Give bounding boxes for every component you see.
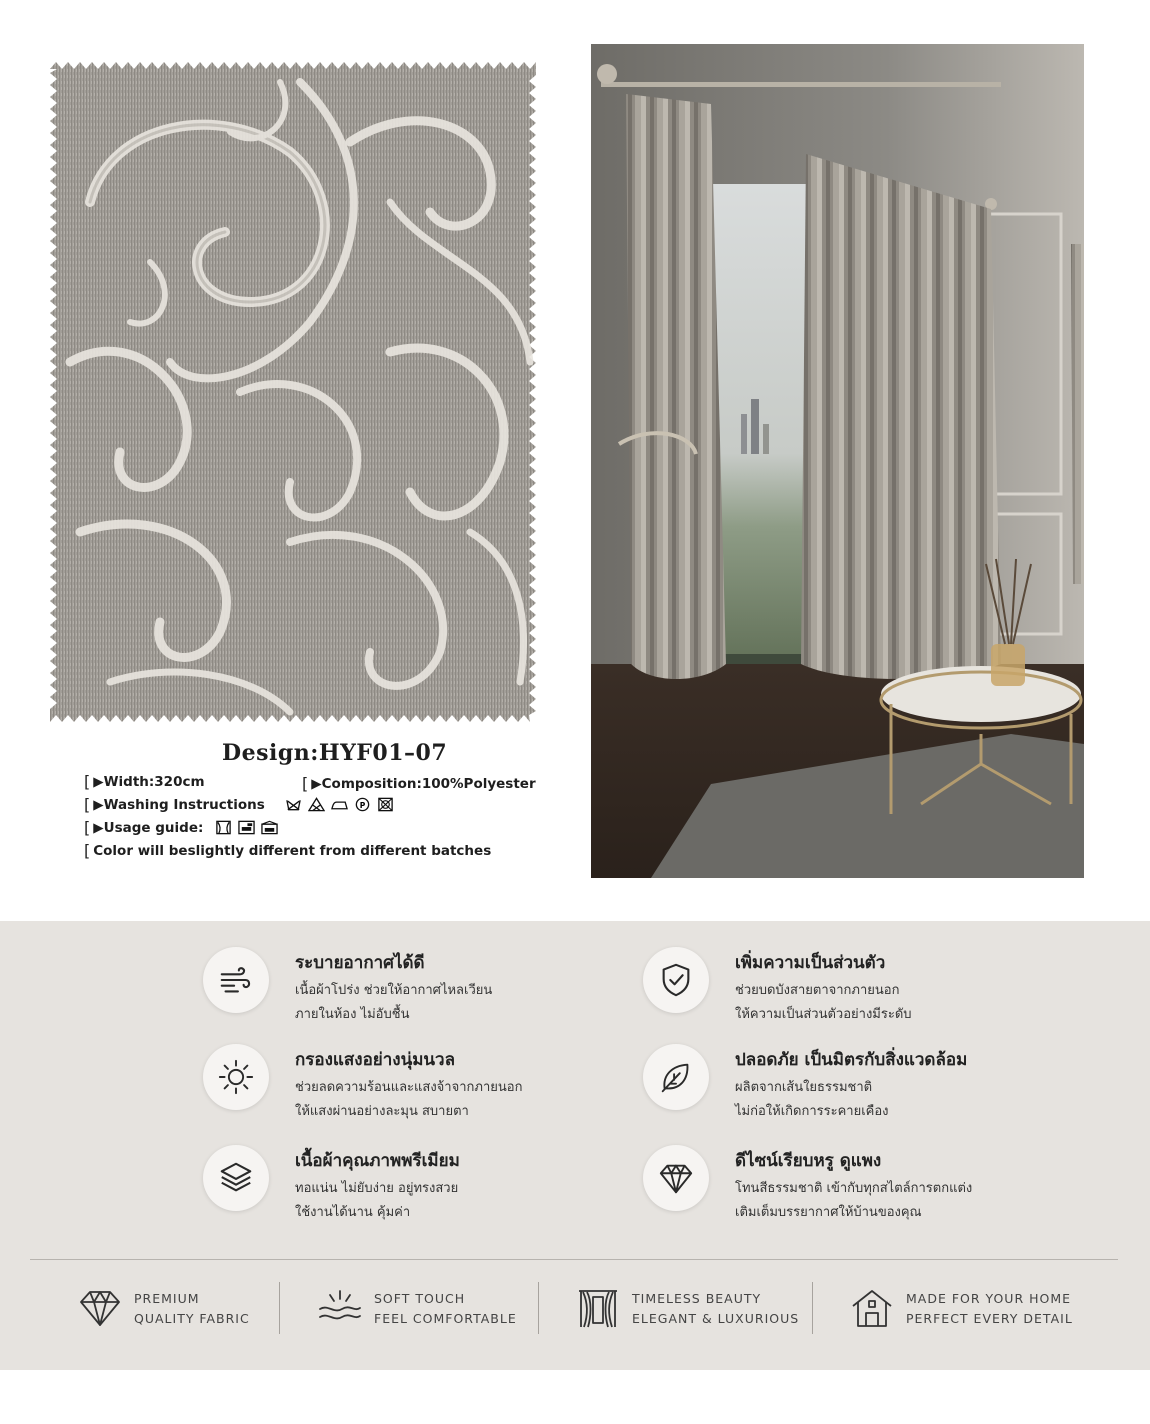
feature-premium-fabric [203, 1145, 583, 1225]
spec-usage: [ ▶Usage guide: [84, 818, 278, 837]
feature-title: ดีไซน์เรียบหรู ดูแพง [735, 1151, 882, 1171]
features-section [0, 921, 1150, 1370]
sun-icon [203, 1044, 269, 1110]
room-curtain-photo [591, 44, 1084, 878]
feature-eco-safe [643, 1044, 1023, 1124]
living-room-icon [261, 820, 278, 835]
curtain-window-icon [576, 1287, 620, 1329]
badge-line: FEEL COMFORTABLE [374, 1311, 517, 1326]
feature-breathable [203, 947, 583, 1027]
diamond-icon [78, 1287, 122, 1329]
iron-icon [331, 797, 348, 812]
feature-privacy [643, 947, 1023, 1027]
feature-desc: เนื้อผ้าโปร่ง ช่วยให้อากาศไหลเวียน [295, 983, 493, 998]
badge-line: MADE FOR YOUR HOME [906, 1291, 1072, 1306]
badge-line: QUALITY FABRIC [134, 1311, 250, 1326]
badge-separator [812, 1282, 813, 1334]
window-curtain-icon [215, 820, 232, 835]
badge-separator [538, 1282, 539, 1334]
svg-text:P: P [359, 800, 366, 810]
badge-line: ELEGANT & LUXURIOUS [632, 1311, 800, 1326]
no-bleach-icon [308, 797, 325, 812]
feature-desc: ให้แสงผ่านอย่างละมุน สบายตา [295, 1104, 469, 1119]
section-divider [30, 1259, 1118, 1260]
feature-light-filter [203, 1044, 583, 1124]
feature-title: เนื้อผ้าคุณภาพพรีเมียม [295, 1151, 460, 1171]
bedroom-icon [238, 820, 255, 835]
spec-color-note: [ Color will beslightly different from different batches [84, 841, 492, 860]
feature-desc: ให้ความเป็นส่วนตัวอย่างมีระดับ [735, 1007, 912, 1022]
feature-desc: ไม่ก่อให้เกิดการระคายเคือง [735, 1104, 889, 1119]
feature-desc: เติมเต็มบรรยากาศให้บ้านของคุณ [735, 1205, 922, 1220]
feature-desc: ทอแน่น ไม่ยับง่าย อยู่ทรงสวย [295, 1181, 459, 1196]
care-icons [285, 797, 394, 812]
wind-icon [203, 947, 269, 1013]
spec-width: [ ▶Width:320cm [84, 772, 205, 791]
feature-title: ระบายอากาศได้ดี [295, 953, 425, 973]
shield-check-icon [643, 947, 709, 1013]
no-tumble-dry-icon [377, 797, 394, 812]
usage-icons [215, 820, 278, 835]
diamond-icon [643, 1145, 709, 1211]
home-icon [850, 1287, 894, 1329]
feature-desc: ภายในห้อง ไม่อับชื้น [295, 1007, 410, 1022]
badge-line: PERFECT EVERY DETAIL [906, 1311, 1073, 1326]
feature-desc: ช่วยบดบังสายตาจากภายนอก [735, 983, 900, 998]
badge-separator [279, 1282, 280, 1334]
feature-luxury-design [643, 1145, 1023, 1225]
feature-desc: ช่วยลดความร้อนและแสงจ้าจากภายนอก [295, 1080, 523, 1095]
feature-title: กรองแสงอย่างนุ่มนวล [295, 1050, 455, 1070]
feature-desc: ผลิตจากเส้นใยธรรมชาติ [735, 1080, 873, 1095]
feature-desc: โทนสีธรรมชาติ เข้ากับทุกสไตล์การตกแต่ง [735, 1181, 973, 1196]
design-code: Design:HYF01–07 [222, 740, 448, 766]
feature-title: เพิ่มความเป็นส่วนตัว [735, 953, 886, 973]
badge-line: PREMIUM [134, 1291, 200, 1306]
feature-title: ปลอดภัย เป็นมิตรกับสิ่งแวดล้อม [735, 1050, 968, 1070]
dry-clean-p-icon [354, 797, 371, 812]
feature-desc: ใช้งานได้นาน คุ้มค่า [295, 1205, 411, 1220]
leaf-icon [643, 1044, 709, 1110]
fabric-swatch-image [50, 62, 536, 722]
no-wash-icon [285, 797, 302, 812]
badge-line: TIMELESS BEAUTY [632, 1291, 762, 1306]
badge-line: SOFT TOUCH [374, 1291, 466, 1306]
spec-composition: [ ▶Composition:100%Polyester [302, 774, 536, 793]
layers-icon [203, 1145, 269, 1211]
spec-washing: [ ▶Washing Instructions P [84, 795, 394, 814]
soft-touch-icon [318, 1287, 362, 1329]
